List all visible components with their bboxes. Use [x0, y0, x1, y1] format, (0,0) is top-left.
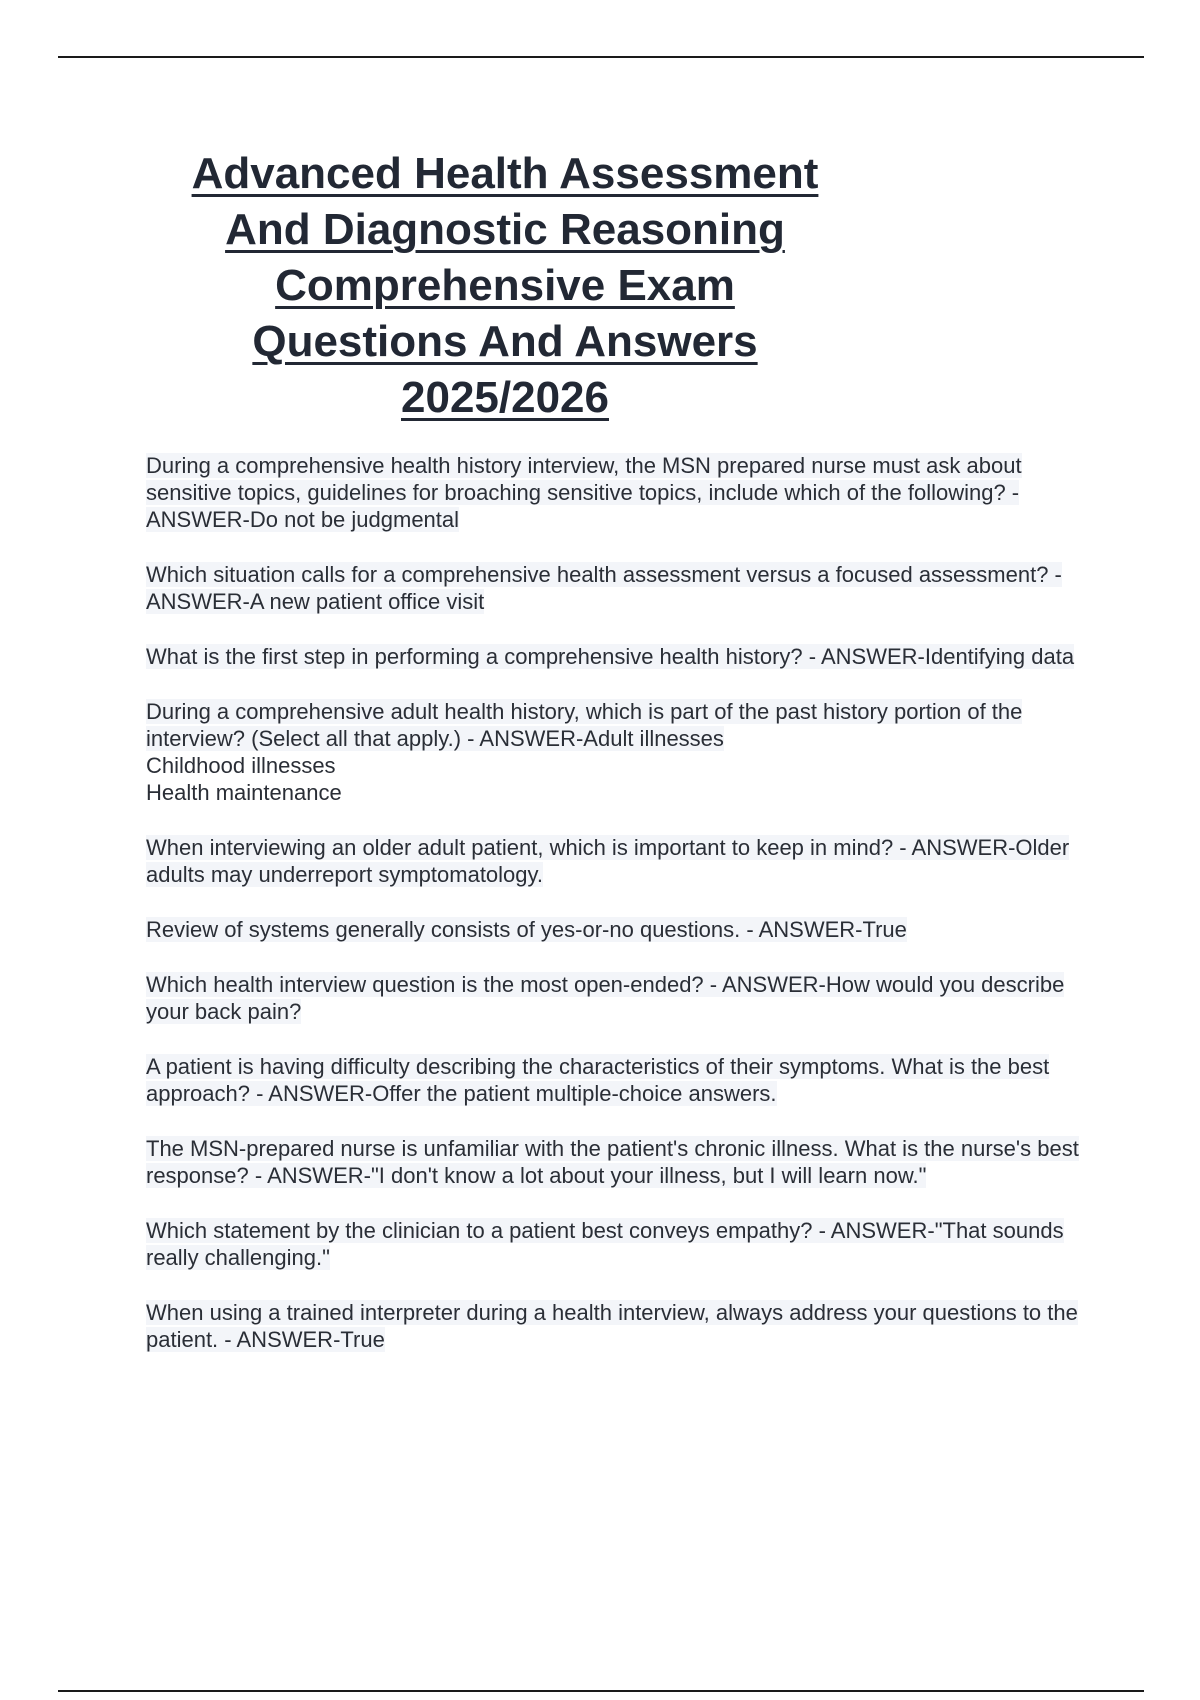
- qa-item: [146, 834, 1096, 888]
- qa-item: [146, 916, 1096, 943]
- qa-text: Which health interview question is the most open-ended? - ANSWER-How would you describe your back pain?: [146, 972, 1065, 1024]
- qa-extra-answer: Childhood illnesses: [146, 753, 336, 778]
- title-line: Questions And Answers: [252, 317, 758, 366]
- title-line: Advanced Health Assessment: [191, 149, 819, 198]
- bottom-rule: [58, 1690, 1144, 1692]
- qa-text: A patient is having difficulty describing the characteristics of their symptoms. What is the best approach? - ANSWER-Offer the patient multiple-choice answers.: [146, 1054, 1050, 1106]
- qa-item: [146, 643, 1096, 670]
- qa-text: During a comprehensive health history interview, the MSN prepared nurse must ask about sensitive topics, guidelines for broaching sensitive topics, include which of the following? - ANSWER-Do not be judgmental: [146, 453, 1022, 532]
- qa-item: [146, 971, 1096, 1025]
- qa-item: [146, 698, 1096, 806]
- qa-text: Which statement by the clinician to a patient best conveys empathy? - ANSWER-"That sounds really challenging.": [146, 1218, 1064, 1270]
- qa-item: [146, 1053, 1096, 1107]
- qa-item: [146, 1217, 1096, 1271]
- title-line: Comprehensive Exam: [275, 261, 735, 310]
- qa-list: [146, 452, 1096, 1381]
- qa-text: When interviewing an older adult patient, which is important to keep in mind? - ANSWER-Older adults may underreport symptomatology.: [146, 835, 1070, 887]
- qa-text: During a comprehensive adult health history, which is part of the past history portion of the interview? (Select all that apply.) - ANSWER-Adult illnesses: [146, 699, 1023, 751]
- qa-text: The MSN-prepared nurse is unfamiliar with the patient's chronic illness. What is the nurse's best response? - ANSWER-"I don't know a lot about your illness, but I will learn now.": [146, 1136, 1079, 1188]
- qa-item: [146, 1299, 1096, 1353]
- qa-text: When using a trained interpreter during a health interview, always address your questions to the patient. - ANSWER-True: [146, 1300, 1078, 1352]
- qa-extra-answer: Health maintenance: [146, 780, 342, 805]
- qa-item: [146, 561, 1096, 615]
- title-line: 2025/2026: [401, 373, 609, 422]
- top-rule: [58, 56, 1144, 58]
- qa-text: What is the first step in performing a comprehensive health history? - ANSWER-Identifying data: [146, 644, 1075, 669]
- qa-text: Review of systems generally consists of yes-or-no questions. - ANSWER-True: [146, 917, 907, 942]
- qa-item: [146, 1135, 1096, 1189]
- document-title: [150, 146, 860, 426]
- title-line: And Diagnostic Reasoning: [225, 205, 785, 254]
- qa-text: Which situation calls for a comprehensive health assessment versus a focused assessment? - ANSWER-A new patient office visit: [146, 562, 1062, 614]
- qa-item: [146, 452, 1096, 533]
